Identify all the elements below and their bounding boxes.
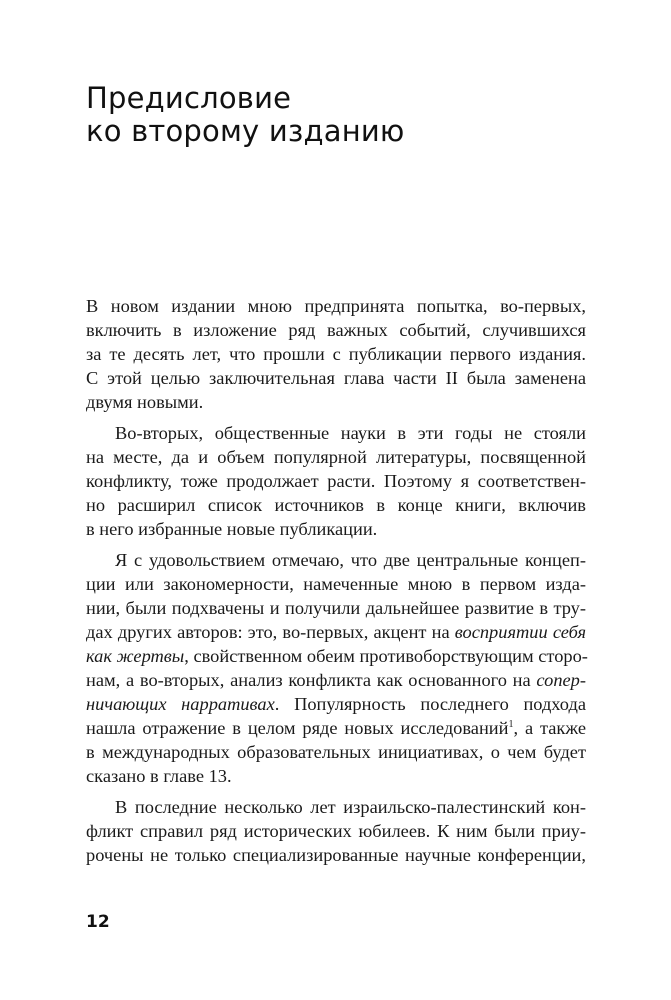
chapter-title-line-2: ко второму изданию bbox=[86, 114, 405, 148]
text-line: Я с удовольствием отмечаю, что две центральные концеп- bbox=[115, 550, 586, 570]
italic-phrase: как жертвы bbox=[86, 646, 185, 666]
text-line: ции или закономерности, намеченные мною в первом изда- bbox=[86, 574, 586, 594]
paragraph-3 bbox=[86, 548, 586, 788]
text-run: нам, а во-вторых, анализ конфликта как основанного на bbox=[86, 670, 537, 690]
page-number: 12 bbox=[86, 912, 110, 932]
text-line: конфликту, тоже продолжает расти. Поэтому я соответствен- bbox=[86, 471, 586, 491]
chapter-title bbox=[86, 82, 606, 148]
text-line: В последние несколько лет израильско-палестинский кон- bbox=[115, 797, 586, 817]
text-line: нии, были подхвачены и получили дальнейшее развитие в тру- bbox=[86, 598, 586, 618]
text-line: включить в изложение ряд важных событий, случившихся bbox=[86, 320, 586, 340]
text-line: сказано в главе 13. bbox=[86, 766, 232, 786]
text-line bbox=[86, 668, 586, 692]
italic-phrase: ничающих нарративах bbox=[86, 694, 275, 714]
body-text bbox=[86, 294, 586, 867]
paragraph-4 bbox=[86, 795, 586, 867]
text-run: дах других авторов: это, во-первых, акцент на bbox=[86, 622, 455, 642]
italic-phrase: сопер- bbox=[536, 670, 586, 690]
text-line: фликт справил ряд исторических юбилеев. К ним были приу- bbox=[86, 821, 586, 841]
text-line: в международных образовательных инициативах, о чем будет bbox=[86, 742, 586, 762]
text-line: но расширил список источников в конце книги, включив bbox=[86, 495, 586, 515]
paragraph-1 bbox=[86, 294, 586, 414]
text-line bbox=[86, 644, 586, 668]
text-run: . Популярность последнего подхода bbox=[274, 694, 586, 714]
italic-phrase: восприятии себя bbox=[454, 622, 586, 642]
text-line: Во-вторых, общественные науки в эти годы не стояли bbox=[115, 423, 586, 443]
text-line: за те десять лет, что прошли с публикации первого издания. bbox=[86, 344, 586, 364]
text-line: В новом издании мною предпринята попытка, во-первых, bbox=[86, 296, 586, 316]
text-line: рочены не только специализированные научные конференции, bbox=[86, 845, 586, 865]
text-line bbox=[86, 692, 586, 716]
text-run: , свойственном обеим противоборствующим сторо- bbox=[184, 646, 588, 666]
text-line: на месте, да и объем популярной литературы, посвященной bbox=[86, 447, 586, 467]
text-run: нашла отражение в целом ряде новых исследований bbox=[86, 718, 509, 738]
text-line: С этой целью заключительная глава части II была заменена bbox=[86, 368, 586, 388]
text-line bbox=[86, 716, 586, 740]
text-line: в него избранные новые публикации. bbox=[86, 519, 378, 539]
text-line: двумя новыми. bbox=[86, 392, 204, 412]
chapter-title-line-1: Предисловие bbox=[86, 81, 292, 115]
paragraph-2 bbox=[86, 421, 586, 541]
text-run: , а также bbox=[513, 718, 586, 738]
text-line bbox=[86, 620, 586, 644]
footnote-marker[interactable]: 1 bbox=[508, 719, 514, 730]
